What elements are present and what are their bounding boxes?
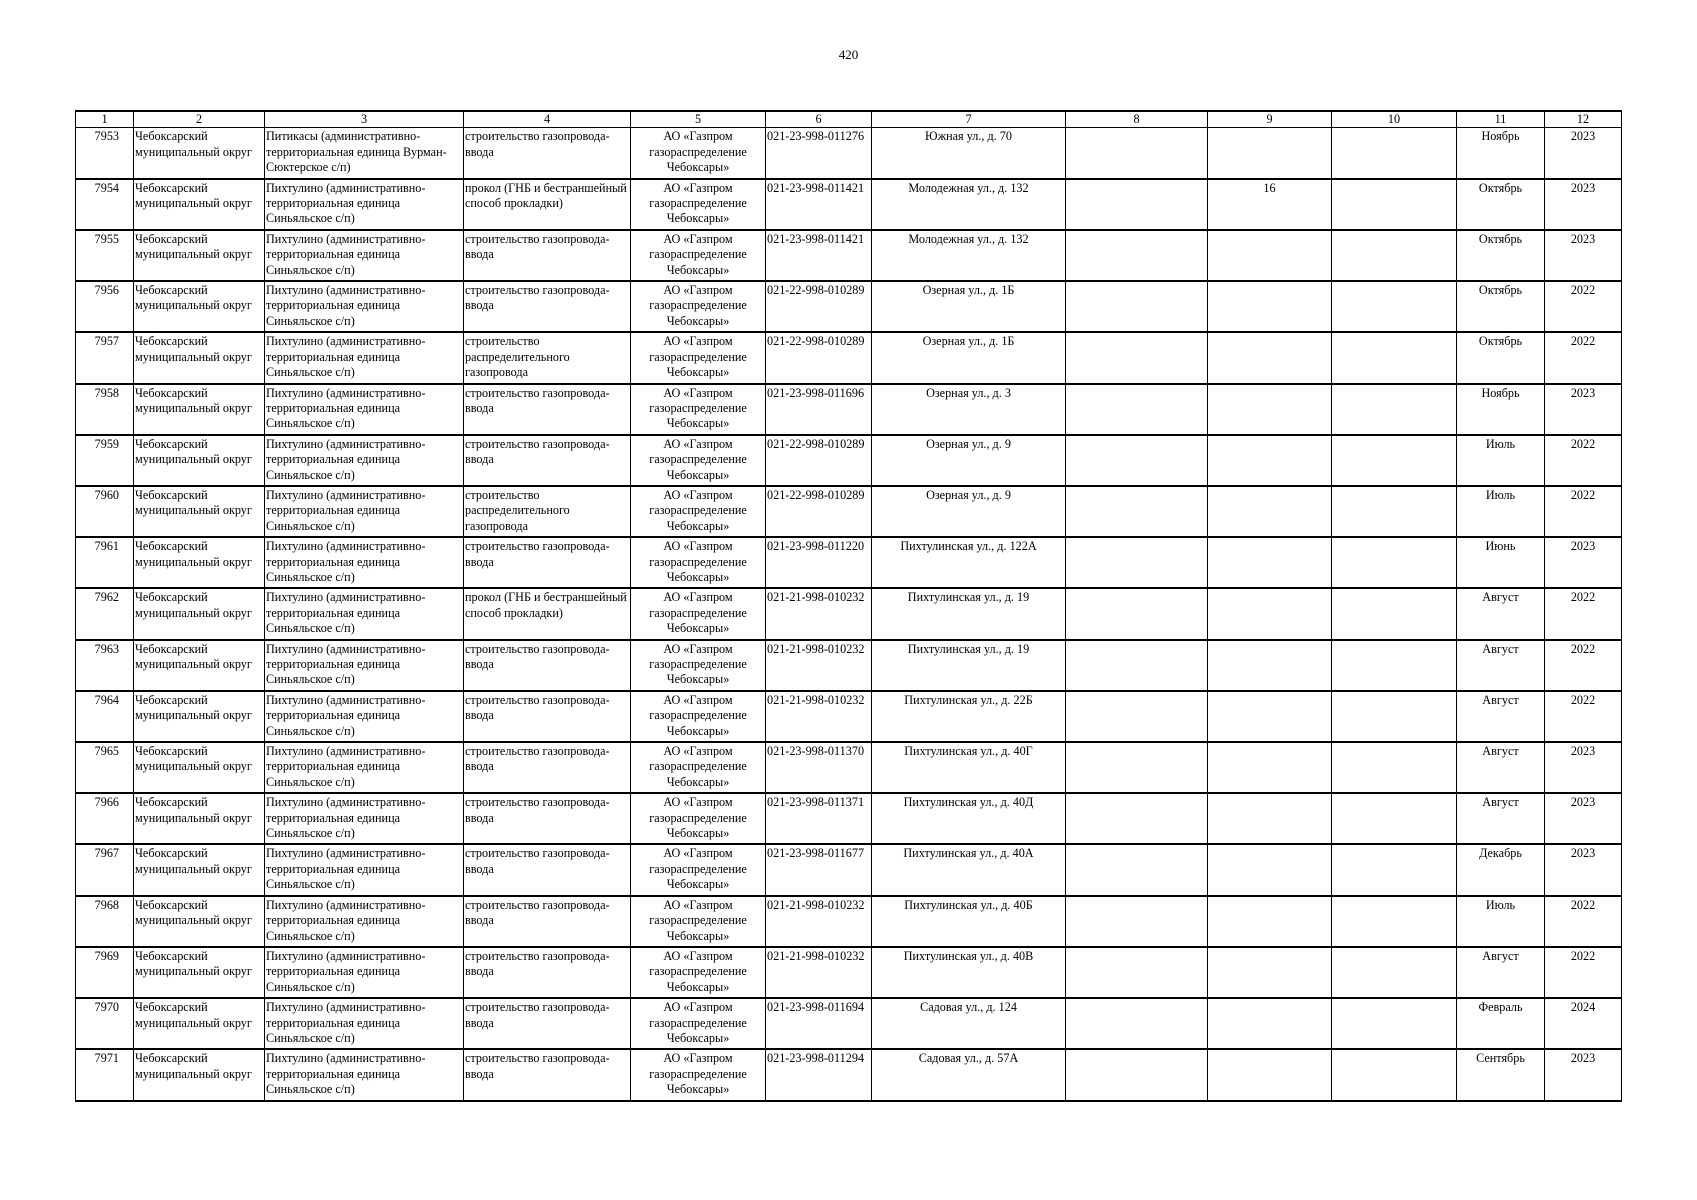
object-code-cell: 021-21-998-010232 <box>766 947 872 998</box>
work-type-cell: строительство газопровода-ввода <box>464 435 631 486</box>
column-header: 9 <box>1208 111 1332 128</box>
column-8-cell <box>1066 230 1208 281</box>
column-8-cell <box>1066 793 1208 844</box>
row-number-cell: 7962 <box>76 588 134 639</box>
district-cell: Чебоксарский муниципальный округ <box>134 896 265 947</box>
settlement-cell: Пихтулино (административно-территориальная единица Синьяльское с/п) <box>265 793 464 844</box>
address-cell: Озерная ул., д. 9 <box>872 435 1066 486</box>
table-row <box>76 947 1622 998</box>
register-table <box>75 110 1622 1102</box>
year-cell: 2023 <box>1545 742 1622 793</box>
row-number-cell: 7964 <box>76 691 134 742</box>
year-cell: 2022 <box>1545 281 1622 332</box>
object-code-cell: 021-23-998-011294 <box>766 1049 872 1100</box>
work-type-cell: строительство газопровода-ввода <box>464 998 631 1049</box>
row-number-cell: 7963 <box>76 640 134 691</box>
object-code-cell: 021-23-998-011220 <box>766 537 872 588</box>
organization-cell: АО «Газпром газораспределение Чебоксары» <box>631 691 766 742</box>
month-cell: Август <box>1457 793 1545 844</box>
district-cell: Чебоксарский муниципальный округ <box>134 281 265 332</box>
column-9-cell: 16 <box>1208 179 1332 230</box>
month-cell: Июль <box>1457 435 1545 486</box>
column-10-cell <box>1332 588 1457 639</box>
year-cell: 2023 <box>1545 128 1622 179</box>
column-10-cell <box>1332 486 1457 537</box>
district-cell: Чебоксарский муниципальный округ <box>134 588 265 639</box>
column-9-cell <box>1208 281 1332 332</box>
work-type-cell: строительство газопровода-ввода <box>464 230 631 281</box>
settlement-cell: Пихтулино (административно-территориальная единица Синьяльское с/п) <box>265 332 464 383</box>
address-cell: Пихтулинская ул., д. 19 <box>872 640 1066 691</box>
object-code-cell: 021-23-998-011696 <box>766 384 872 435</box>
column-8-cell <box>1066 588 1208 639</box>
work-type-cell: строительство газопровода-ввода <box>464 691 631 742</box>
column-9-cell <box>1208 947 1332 998</box>
address-cell: Пихтулинская ул., д. 122А <box>872 537 1066 588</box>
month-cell: Декабрь <box>1457 844 1545 895</box>
table-row <box>76 640 1622 691</box>
month-cell: Август <box>1457 640 1545 691</box>
column-8-cell <box>1066 691 1208 742</box>
row-number-cell: 7961 <box>76 537 134 588</box>
district-cell: Чебоксарский муниципальный округ <box>134 179 265 230</box>
settlement-cell: Пихтулино (административно-территориальная единица Синьяльское с/п) <box>265 1049 464 1100</box>
column-10-cell <box>1332 640 1457 691</box>
column-10-cell <box>1332 332 1457 383</box>
address-cell: Садовая ул., д. 124 <box>872 998 1066 1049</box>
organization-cell: АО «Газпром газораспределение Чебоксары» <box>631 332 766 383</box>
month-cell: Октябрь <box>1457 230 1545 281</box>
row-number-cell: 7969 <box>76 947 134 998</box>
column-10-cell <box>1332 998 1457 1049</box>
address-cell: Пихтулинская ул., д. 40А <box>872 844 1066 895</box>
work-type-cell: строительство газопровода-ввода <box>464 640 631 691</box>
table-row <box>76 230 1622 281</box>
month-cell: Июль <box>1457 896 1545 947</box>
settlement-cell: Пихтулино (административно-территориальная единица Синьяльское с/п) <box>265 537 464 588</box>
column-header: 6 <box>766 111 872 128</box>
district-cell: Чебоксарский муниципальный округ <box>134 640 265 691</box>
column-10-cell <box>1332 947 1457 998</box>
settlement-cell: Пихтулино (административно-территориальная единица Синьяльское с/п) <box>265 435 464 486</box>
column-8-cell <box>1066 537 1208 588</box>
year-cell: 2022 <box>1545 640 1622 691</box>
object-code-cell: 021-22-998-010289 <box>766 332 872 383</box>
column-header: 11 <box>1457 111 1545 128</box>
district-cell: Чебоксарский муниципальный округ <box>134 384 265 435</box>
work-type-cell: строительство газопровода-ввода <box>464 947 631 998</box>
column-8-cell <box>1066 998 1208 1049</box>
settlement-cell: Пихтулино (административно-территориальная единица Синьяльское с/п) <box>265 691 464 742</box>
work-type-cell: строительство газопровода-ввода <box>464 742 631 793</box>
column-10-cell <box>1332 742 1457 793</box>
organization-cell: АО «Газпром газораспределение Чебоксары» <box>631 793 766 844</box>
work-type-cell: строительство газопровода-ввода <box>464 128 631 179</box>
month-cell: Ноябрь <box>1457 128 1545 179</box>
month-cell: Сентябрь <box>1457 1049 1545 1100</box>
row-number-cell: 7967 <box>76 844 134 895</box>
address-cell: Садовая ул., д. 57А <box>872 1049 1066 1100</box>
column-10-cell <box>1332 793 1457 844</box>
year-cell: 2023 <box>1545 793 1622 844</box>
year-cell: 2022 <box>1545 435 1622 486</box>
district-cell: Чебоксарский муниципальный округ <box>134 742 265 793</box>
district-cell: Чебоксарский муниципальный округ <box>134 128 265 179</box>
work-type-cell: прокол (ГНБ и бестраншейный способ прокладки) <box>464 179 631 230</box>
column-header: 2 <box>134 111 265 128</box>
year-cell: 2022 <box>1545 332 1622 383</box>
district-cell: Чебоксарский муниципальный округ <box>134 844 265 895</box>
address-cell: Пихтулинская ул., д. 40Д <box>872 793 1066 844</box>
month-cell: Август <box>1457 947 1545 998</box>
row-number-cell: 7971 <box>76 1049 134 1100</box>
table-row <box>76 179 1622 230</box>
object-code-cell: 021-21-998-010232 <box>766 691 872 742</box>
year-cell: 2023 <box>1545 230 1622 281</box>
column-9-cell <box>1208 486 1332 537</box>
district-cell: Чебоксарский муниципальный округ <box>134 486 265 537</box>
address-cell: Озерная ул., д. 9 <box>872 486 1066 537</box>
settlement-cell: Пихтулино (административно-территориальная единица Синьяльское с/п) <box>265 179 464 230</box>
address-cell: Пихтулинская ул., д. 40Б <box>872 896 1066 947</box>
table-row <box>76 691 1622 742</box>
object-code-cell: 021-23-998-011694 <box>766 998 872 1049</box>
table-row <box>76 844 1622 895</box>
district-cell: Чебоксарский муниципальный округ <box>134 435 265 486</box>
table-row <box>76 435 1622 486</box>
month-cell: Август <box>1457 588 1545 639</box>
object-code-cell: 021-21-998-010232 <box>766 640 872 691</box>
object-code-cell: 021-22-998-010289 <box>766 435 872 486</box>
year-cell: 2023 <box>1545 537 1622 588</box>
month-cell: Февраль <box>1457 998 1545 1049</box>
column-8-cell <box>1066 640 1208 691</box>
column-9-cell <box>1208 844 1332 895</box>
row-number-cell: 7959 <box>76 435 134 486</box>
district-cell: Чебоксарский муниципальный округ <box>134 691 265 742</box>
organization-cell: АО «Газпром газораспределение Чебоксары» <box>631 281 766 332</box>
column-header: 1 <box>76 111 134 128</box>
organization-cell: АО «Газпром газораспределение Чебоксары» <box>631 947 766 998</box>
work-type-cell: строительство газопровода-ввода <box>464 793 631 844</box>
column-9-cell <box>1208 230 1332 281</box>
row-number-cell: 7968 <box>76 896 134 947</box>
column-9-cell <box>1208 588 1332 639</box>
address-cell: Молодежная ул., д. 132 <box>872 230 1066 281</box>
settlement-cell: Пихтулино (административно-территориальная единица Синьяльское с/п) <box>265 742 464 793</box>
column-9-cell <box>1208 742 1332 793</box>
table-row <box>76 332 1622 383</box>
month-cell: Октябрь <box>1457 332 1545 383</box>
year-cell: 2022 <box>1545 896 1622 947</box>
column-10-cell <box>1332 179 1457 230</box>
work-type-cell: строительство газопровода-ввода <box>464 537 631 588</box>
organization-cell: АО «Газпром газораспределение Чебоксары» <box>631 640 766 691</box>
object-code-cell: 021-23-998-011370 <box>766 742 872 793</box>
organization-cell: АО «Газпром газораспределение Чебоксары» <box>631 896 766 947</box>
column-8-cell <box>1066 1049 1208 1100</box>
work-type-cell: строительство газопровода-ввода <box>464 844 631 895</box>
object-code-cell: 021-22-998-010289 <box>766 486 872 537</box>
table-row <box>76 486 1622 537</box>
settlement-cell: Пихтулино (административно-территориальная единица Синьяльское с/п) <box>265 998 464 1049</box>
table-row <box>76 1049 1622 1100</box>
page-number: 420 <box>838 47 859 62</box>
organization-cell: АО «Газпром газораспределение Чебоксары» <box>631 742 766 793</box>
row-number-cell: 7954 <box>76 179 134 230</box>
column-header: 7 <box>872 111 1066 128</box>
settlement-cell: Пихтулино (административно-территориальная единица Синьяльское с/п) <box>265 281 464 332</box>
object-code-cell: 021-23-998-011371 <box>766 793 872 844</box>
column-10-cell <box>1332 691 1457 742</box>
district-cell: Чебоксарский муниципальный округ <box>134 998 265 1049</box>
row-number-cell: 7965 <box>76 742 134 793</box>
work-type-cell: строительство газопровода-ввода <box>464 281 631 332</box>
column-9-cell <box>1208 128 1332 179</box>
column-header: 8 <box>1066 111 1208 128</box>
object-code-cell: 021-23-998-011677 <box>766 844 872 895</box>
column-header: 12 <box>1545 111 1622 128</box>
address-cell: Озерная ул., д. 1Б <box>872 281 1066 332</box>
column-9-cell <box>1208 1049 1332 1100</box>
column-8-cell <box>1066 281 1208 332</box>
district-cell: Чебоксарский муниципальный округ <box>134 537 265 588</box>
organization-cell: АО «Газпром газораспределение Чебоксары» <box>631 486 766 537</box>
organization-cell: АО «Газпром газораспределение Чебоксары» <box>631 1049 766 1100</box>
address-cell: Пихтулинская ул., д. 40В <box>872 947 1066 998</box>
column-8-cell <box>1066 896 1208 947</box>
district-cell: Чебоксарский муниципальный округ <box>134 947 265 998</box>
column-9-cell <box>1208 537 1332 588</box>
column-8-cell <box>1066 742 1208 793</box>
object-code-cell: 021-21-998-010232 <box>766 588 872 639</box>
column-header: 5 <box>631 111 766 128</box>
column-9-cell <box>1208 998 1332 1049</box>
settlement-cell: Пихтулино (административно-территориальная единица Синьяльское с/п) <box>265 384 464 435</box>
address-cell: Молодежная ул., д. 132 <box>872 179 1066 230</box>
year-cell: 2024 <box>1545 998 1622 1049</box>
column-10-cell <box>1332 230 1457 281</box>
year-cell: 2022 <box>1545 947 1622 998</box>
table-row <box>76 537 1622 588</box>
column-10-cell <box>1332 435 1457 486</box>
organization-cell: АО «Газпром газораспределение Чебоксары» <box>631 230 766 281</box>
settlement-cell: Пихтулино (административно-территориальная единица Синьяльское с/п) <box>265 588 464 639</box>
month-cell: Октябрь <box>1457 179 1545 230</box>
settlement-cell: Питикасы (административно-территориальная единица Вурман-Сюктерское с/п) <box>265 128 464 179</box>
district-cell: Чебоксарский муниципальный округ <box>134 332 265 383</box>
address-cell: Озерная ул., д. 1Б <box>872 332 1066 383</box>
work-type-cell: строительство газопровода-ввода <box>464 384 631 435</box>
row-number-cell: 7953 <box>76 128 134 179</box>
column-9-cell <box>1208 896 1332 947</box>
work-type-cell: строительство распределительного газопровода <box>464 332 631 383</box>
column-10-cell <box>1332 384 1457 435</box>
column-10-cell <box>1332 281 1457 332</box>
organization-cell: АО «Газпром газораспределение Чебоксары» <box>631 998 766 1049</box>
column-8-cell <box>1066 844 1208 895</box>
column-10-cell <box>1332 128 1457 179</box>
column-8-cell <box>1066 179 1208 230</box>
column-8-cell <box>1066 486 1208 537</box>
organization-cell: АО «Газпром газораспределение Чебоксары» <box>631 128 766 179</box>
row-number-cell: 7956 <box>76 281 134 332</box>
table-row <box>76 998 1622 1049</box>
work-type-cell: прокол (ГНБ и бестраншейный способ прокладки) <box>464 588 631 639</box>
column-9-cell <box>1208 640 1332 691</box>
column-10-cell <box>1332 844 1457 895</box>
column-8-cell <box>1066 332 1208 383</box>
settlement-cell: Пихтулино (административно-территориальная единица Синьяльское с/п) <box>265 896 464 947</box>
column-header: 10 <box>1332 111 1457 128</box>
row-number-cell: 7957 <box>76 332 134 383</box>
column-9-cell <box>1208 793 1332 844</box>
year-cell: 2023 <box>1545 844 1622 895</box>
row-number-cell: 7958 <box>76 384 134 435</box>
column-10-cell <box>1332 1049 1457 1100</box>
month-cell: Июнь <box>1457 537 1545 588</box>
column-9-cell <box>1208 384 1332 435</box>
settlement-cell: Пихтулино (административно-территориальная единица Синьяльское с/п) <box>265 947 464 998</box>
column-header: 3 <box>265 111 464 128</box>
column-8-cell <box>1066 128 1208 179</box>
address-cell: Пихтулинская ул., д. 40Г <box>872 742 1066 793</box>
organization-cell: АО «Газпром газораспределение Чебоксары» <box>631 537 766 588</box>
column-header: 4 <box>464 111 631 128</box>
organization-cell: АО «Газпром газораспределение Чебоксары» <box>631 435 766 486</box>
address-cell: Пихтулинская ул., д. 22Б <box>872 691 1066 742</box>
work-type-cell: строительство распределительного газопровода <box>464 486 631 537</box>
year-cell: 2023 <box>1545 384 1622 435</box>
month-cell: Август <box>1457 691 1545 742</box>
month-cell: Июль <box>1457 486 1545 537</box>
organization-cell: АО «Газпром газораспределение Чебоксары» <box>631 179 766 230</box>
year-cell: 2022 <box>1545 691 1622 742</box>
column-8-cell <box>1066 435 1208 486</box>
column-8-cell <box>1066 947 1208 998</box>
object-code-cell: 021-23-998-011421 <box>766 230 872 281</box>
address-cell: Озерная ул., д. 3 <box>872 384 1066 435</box>
organization-cell: АО «Газпром газораспределение Чебоксары» <box>631 588 766 639</box>
table-row <box>76 793 1622 844</box>
table-header-row <box>76 111 1622 128</box>
column-10-cell <box>1332 537 1457 588</box>
column-9-cell <box>1208 435 1332 486</box>
table-row <box>76 896 1622 947</box>
month-cell: Август <box>1457 742 1545 793</box>
column-9-cell <box>1208 691 1332 742</box>
column-10-cell <box>1332 896 1457 947</box>
settlement-cell: Пихтулино (административно-территориальная единица Синьяльское с/п) <box>265 640 464 691</box>
organization-cell: АО «Газпром газораспределение Чебоксары» <box>631 384 766 435</box>
row-number-cell: 7960 <box>76 486 134 537</box>
object-code-cell: 021-22-998-010289 <box>766 281 872 332</box>
district-cell: Чебоксарский муниципальный округ <box>134 793 265 844</box>
year-cell: 2022 <box>1545 588 1622 639</box>
row-number-cell: 7955 <box>76 230 134 281</box>
address-cell: Пихтулинская ул., д. 19 <box>872 588 1066 639</box>
year-cell: 2023 <box>1545 179 1622 230</box>
table-row <box>76 742 1622 793</box>
object-code-cell: 021-21-998-010232 <box>766 896 872 947</box>
district-cell: Чебоксарский муниципальный округ <box>134 230 265 281</box>
table-row <box>76 588 1622 639</box>
table-row <box>76 281 1622 332</box>
settlement-cell: Пихтулино (административно-территориальная единица Синьяльское с/п) <box>265 486 464 537</box>
table-row <box>76 128 1622 179</box>
row-number-cell: 7966 <box>76 793 134 844</box>
table-row <box>76 384 1622 435</box>
settlement-cell: Пихтулино (административно-территориальная единица Синьяльское с/п) <box>265 844 464 895</box>
month-cell: Октябрь <box>1457 281 1545 332</box>
column-9-cell <box>1208 332 1332 383</box>
row-number-cell: 7970 <box>76 998 134 1049</box>
month-cell: Ноябрь <box>1457 384 1545 435</box>
district-cell: Чебоксарский муниципальный округ <box>134 1049 265 1100</box>
settlement-cell: Пихтулино (административно-территориальная единица Синьяльское с/п) <box>265 230 464 281</box>
organization-cell: АО «Газпром газораспределение Чебоксары» <box>631 844 766 895</box>
work-type-cell: строительство газопровода-ввода <box>464 1049 631 1100</box>
object-code-cell: 021-23-998-011276 <box>766 128 872 179</box>
table-body <box>76 111 1622 1101</box>
object-code-cell: 021-23-998-011421 <box>766 179 872 230</box>
column-8-cell <box>1066 384 1208 435</box>
work-type-cell: строительство газопровода-ввода <box>464 896 631 947</box>
address-cell: Южная ул., д. 70 <box>872 128 1066 179</box>
year-cell: 2023 <box>1545 1049 1622 1100</box>
year-cell: 2022 <box>1545 486 1622 537</box>
